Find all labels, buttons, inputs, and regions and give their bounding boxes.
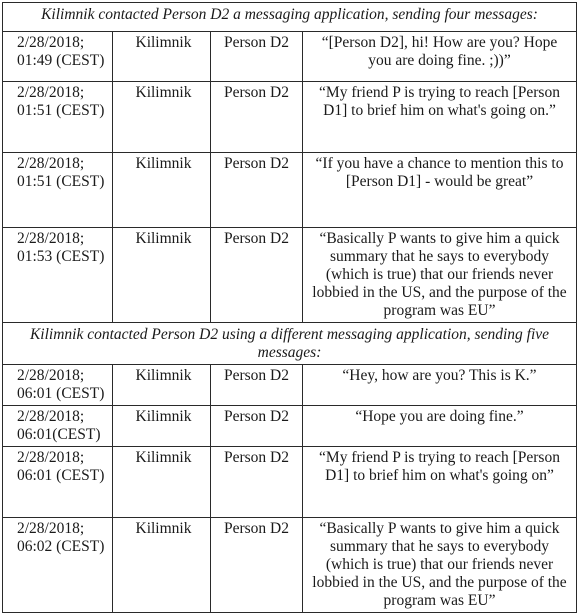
- group-header-row: [3, 3, 577, 32]
- message-cell: “Basically P wants to give him a quick summary that he says to everybody (which is true) that our friends never lobbied in the US, and the purpose of the program was EU”: [303, 518, 577, 613]
- message-cell: “My friend P is trying to reach [Person D1] to brief him on what's going on”: [303, 447, 577, 518]
- recipient-cell: Person D2: [211, 518, 303, 613]
- date-cell: [3, 228, 113, 323]
- date-cell: [3, 406, 113, 447]
- date-cell: [3, 365, 113, 406]
- table-row: [3, 82, 577, 153]
- date-cell: [3, 32, 113, 82]
- time-text: 06:01 (CEST): [17, 467, 105, 484]
- time-text: 01:53 (CEST): [17, 248, 105, 265]
- message-cell: “Hey, how are you? This is K.”: [303, 365, 577, 406]
- sender-cell: Kilimnik: [113, 518, 211, 613]
- group-header: Kilimnik contacted Person D2 a messaging application, sending four messages:: [3, 3, 577, 32]
- date-cell: [3, 447, 113, 518]
- table-row: [3, 518, 577, 613]
- sender-cell: Kilimnik: [113, 365, 211, 406]
- recipient-cell: Person D2: [211, 82, 303, 153]
- message-cell: “[Person D2], hi! How are you? Hope you are doing fine. ;))”: [303, 32, 577, 82]
- sender-cell: Kilimnik: [113, 447, 211, 518]
- date-text: 2/28/2018;: [17, 408, 85, 425]
- recipient-cell: Person D2: [211, 153, 303, 228]
- date-text: 2/28/2018;: [17, 230, 85, 247]
- sender-cell: Kilimnik: [113, 82, 211, 153]
- sender-cell: Kilimnik: [113, 153, 211, 228]
- time-text: 06:01 (CEST): [17, 385, 105, 402]
- time-text: 01:51 (CEST): [17, 173, 105, 190]
- recipient-cell: Person D2: [211, 228, 303, 323]
- time-text: 06:01(CEST): [17, 426, 101, 443]
- table-row: [3, 365, 577, 406]
- table-row: [3, 153, 577, 228]
- date-text: 2/28/2018;: [17, 84, 85, 101]
- message-log-table: [2, 2, 577, 613]
- recipient-cell: Person D2: [211, 406, 303, 447]
- recipient-cell: Person D2: [211, 447, 303, 518]
- time-text: 01:51 (CEST): [17, 102, 105, 119]
- message-cell: “If you have a chance to mention this to [Person D1] - would be great”: [303, 153, 577, 228]
- date-text: 2/28/2018;: [17, 34, 85, 51]
- message-cell: “My friend P is trying to reach [Person D1] to brief him on what's going on.”: [303, 82, 577, 153]
- sender-cell: Kilimnik: [113, 32, 211, 82]
- message-cell: “Basically P wants to give him a quick summary that he says to everybody (which is true) that our friends never lobbied in the US, and the purpose of the program was EU”: [303, 228, 577, 323]
- message-log-document: [2, 2, 576, 613]
- date-text: 2/28/2018;: [17, 449, 85, 466]
- recipient-cell: Person D2: [211, 32, 303, 82]
- message-cell: “Hope you are doing fine.”: [303, 406, 577, 447]
- recipient-cell: Person D2: [211, 365, 303, 406]
- table-row: [3, 406, 577, 447]
- table-row: [3, 228, 577, 323]
- group-header-row: [3, 323, 577, 365]
- date-text: 2/28/2018;: [17, 520, 85, 537]
- time-text: 01:49 (CEST): [17, 52, 105, 69]
- group-header: Kilimnik contacted Person D2 using a different messaging application, sending five messages:: [3, 323, 577, 365]
- date-cell: [3, 153, 113, 228]
- time-text: 06:02 (CEST): [17, 538, 105, 555]
- table-row: [3, 32, 577, 82]
- date-text: 2/28/2018;: [17, 367, 85, 384]
- date-text: 2/28/2018;: [17, 155, 85, 172]
- date-cell: [3, 82, 113, 153]
- table-row: [3, 447, 577, 518]
- sender-cell: Kilimnik: [113, 228, 211, 323]
- sender-cell: Kilimnik: [113, 406, 211, 447]
- date-cell: [3, 518, 113, 613]
